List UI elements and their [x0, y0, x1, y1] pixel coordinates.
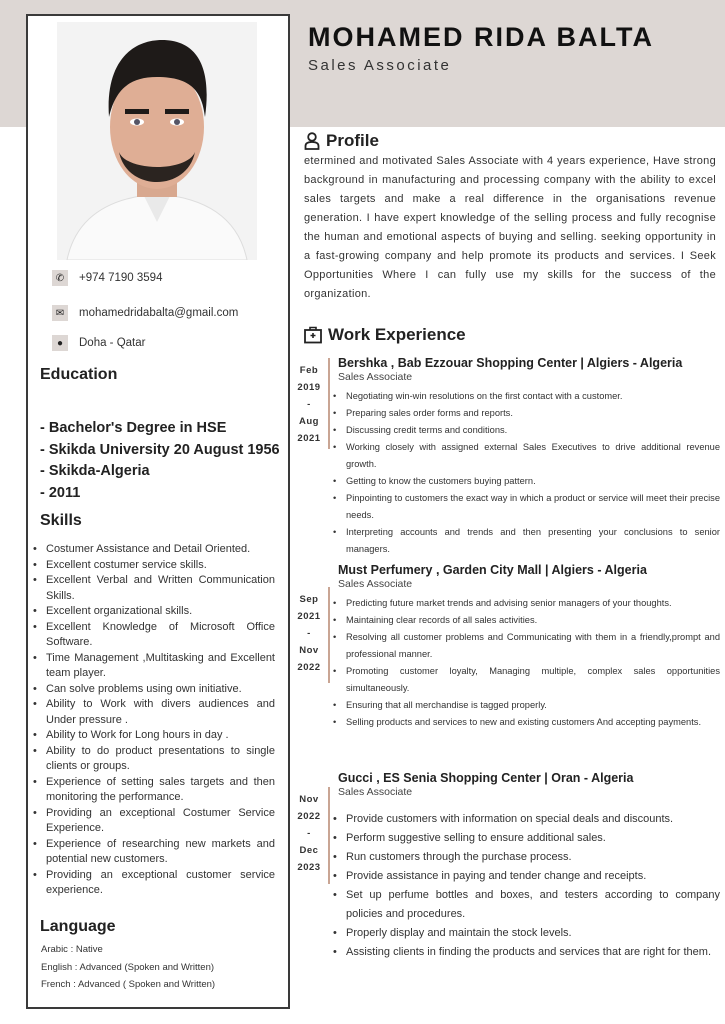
timeline-divider: [328, 587, 330, 683]
duty-item: • Negotiating win-win resolutions on the first contact with a customer.: [333, 388, 720, 405]
duty-item: • Properly display and maintain the stock levels.: [333, 924, 720, 943]
date-part: 2019: [297, 382, 321, 393]
duty-item: • Assisting clients in finding the products and services that are right for them.: [333, 943, 720, 962]
timeline-divider: [328, 787, 330, 884]
duty-item: • Resolving all customer problems and Communicating with them in a friendly,prompt and professional manner.: [333, 629, 720, 663]
skill-item: • Excellent Knowledge of Microsoft Office Software.: [33, 620, 275, 651]
location-text: Doha - Qatar: [79, 337, 146, 349]
job-duties: [333, 810, 720, 962]
profile-heading: Profile: [304, 131, 379, 151]
date-part: 2023: [297, 862, 321, 873]
date-part: -: [307, 828, 311, 839]
job-role: Sales Associate: [338, 786, 413, 798]
skill-item: • Ability to Work for Long hours in day .: [33, 728, 275, 744]
job-entry: [295, 563, 720, 731]
skill-item: • Providing an exceptional Costumer Service Experience.: [33, 806, 275, 837]
job-role: Sales Associate: [338, 371, 413, 383]
date-part: 2021: [297, 611, 321, 622]
duty-item: • Promoting customer loyalty, Managing multiple, complex sales opportunities simultaneously.: [333, 663, 720, 697]
contact-phone: [52, 270, 162, 286]
date-part: Sep: [299, 594, 319, 605]
date-part: Nov: [299, 645, 319, 656]
skill-item: • Excellent organizational skills.: [33, 604, 275, 620]
duty-item: • Provide assistance in paying and tender change and receipts.: [333, 867, 720, 886]
skills-list: [33, 542, 275, 899]
email-link[interactable]: mohamedridabalta@gmail.com: [79, 307, 239, 319]
job-title: Must Perfumery , Garden City Mall | Algiers - Algeria: [338, 563, 647, 577]
duty-item: • Ensuring that all merchandise is tagged properly.: [333, 697, 720, 714]
work-experience-heading: Work Experience: [304, 325, 466, 345]
skill-item: • Experience of researching new markets and potential new customers.: [33, 837, 275, 868]
user-icon: [304, 132, 320, 150]
profile-text: etermined and motivated Sales Associate with 4 years experience, Have strong background in manufacturing and processing company with the ability to excel sales targets and make a real difference in the organisations revenue generation. I have expert knowledge of the selling process and fully recognise the human and emotional aspects of buying and selling. seeking opportunity in a fast-growing company and help promote its products and services. I Seek Opportunities Where I can fully use my skills for the success of the organization.: [304, 155, 716, 300]
phone-icon: ✆: [52, 270, 68, 286]
job-role: Sales Associate: [338, 578, 413, 590]
skill-item: • Excellent costumer service skills.: [33, 558, 275, 574]
profile-photo: [57, 22, 257, 260]
education-line: - Bachelor's Degree in HSE: [40, 420, 227, 436]
duty-item: • Getting to know the customers buying pattern.: [333, 473, 720, 490]
job-title: Gucci , ES Senia Shopping Center | Oran - Algeria: [338, 771, 634, 785]
language-item: French : Advanced ( Spoken and Written): [41, 979, 216, 990]
date-part: Aug: [299, 416, 319, 427]
skill-item: • Providing an exceptional customer service experience.: [33, 868, 275, 899]
envelope-icon: ✉: [52, 305, 68, 321]
map-pin-icon: ●: [52, 335, 68, 351]
skill-item: • Ability to do product presentations to single clients or groups.: [33, 744, 275, 775]
language-item: English : Advanced (Spoken and Written): [41, 961, 215, 973]
duty-item: • Perform suggestive selling to ensure additional sales.: [333, 829, 720, 848]
language-heading: Language: [40, 918, 116, 936]
skill-item: • Time Management ,Multitasking and Excellent team player.: [33, 651, 275, 682]
language-list: [41, 941, 215, 994]
candidate-name: MOHAMED RIDA BALTA: [308, 22, 654, 52]
contact-location: [52, 335, 145, 351]
duty-item: • Provide customers with information on special deals and discounts.: [333, 810, 720, 829]
language-item: Arabic : Native: [41, 944, 103, 955]
skill-item: • Excellent Verbal and Written Communication Skills.: [33, 573, 275, 604]
job-dates: [295, 362, 323, 447]
job-entry: [295, 356, 720, 558]
skill-item: • Costumer Assistance and Detail Oriented.: [33, 542, 275, 558]
contact-email[interactable]: [52, 305, 238, 321]
duty-item: • Working closely with assigned external Sales Executives to drive additional revenue growth.: [333, 439, 720, 473]
date-part: Nov: [299, 794, 319, 805]
skill-item: • Ability to Work with divers audiences and Under pressure .: [33, 697, 275, 728]
education-line: - Skikda University 20 August 1956: [40, 441, 280, 458]
job-dates: [295, 791, 323, 876]
briefcase-icon: [304, 326, 322, 344]
duty-item: • Discussing credit terms and conditions.: [333, 422, 720, 439]
duty-item: • Interpreting accounts and trends and then presenting your conclusions to senior managers.: [333, 524, 720, 558]
candidate-title: Sales Associate: [308, 57, 452, 74]
skill-item: • Experience of setting sales targets and then monitoring the performance.: [33, 775, 275, 806]
education-heading: Education: [40, 366, 117, 384]
education-section: [40, 418, 280, 504]
date-part: Dec: [299, 845, 319, 856]
phone-text: +974 7190 3594: [79, 272, 163, 284]
duty-item: • Selling products and services to new and existing customers And accepting payments.: [333, 714, 720, 731]
skills-heading: Skills: [40, 512, 82, 530]
job-duties: [333, 595, 720, 731]
date-part: 2022: [297, 662, 321, 673]
duty-item: • Preparing sales order forms and reports.: [333, 405, 720, 422]
job-duties: [333, 388, 720, 558]
duty-item: • Predicting future market trends and advising senior managers of your thoughts.: [333, 595, 720, 612]
duty-item: • Set up perfume bottles and boxes, and testers according to company policies and procedures.: [333, 886, 720, 924]
job-dates: [295, 591, 323, 676]
date-part: -: [307, 399, 311, 410]
skill-item: • Can solve problems using own initiative.: [33, 682, 275, 698]
duty-item: • Maintaining clear records of all sales activities.: [333, 612, 720, 629]
education-line: - Skikda-Algeria: [40, 463, 150, 479]
date-part: 2022: [297, 811, 321, 822]
timeline-divider: [328, 358, 330, 449]
job-title: Bershka , Bab Ezzouar Shopping Center | Algiers - Algeria: [338, 356, 683, 370]
job-entry: [295, 771, 720, 962]
education-line: - 2011: [40, 484, 81, 501]
duty-item: • Pinpointing to customers the exact way in which a product or service will meet their precise needs.: [333, 490, 720, 524]
date-part: 2021: [297, 433, 321, 444]
duty-item: • Run customers through the purchase process.: [333, 848, 720, 867]
date-part: -: [307, 628, 311, 639]
date-part: Feb: [299, 365, 319, 376]
